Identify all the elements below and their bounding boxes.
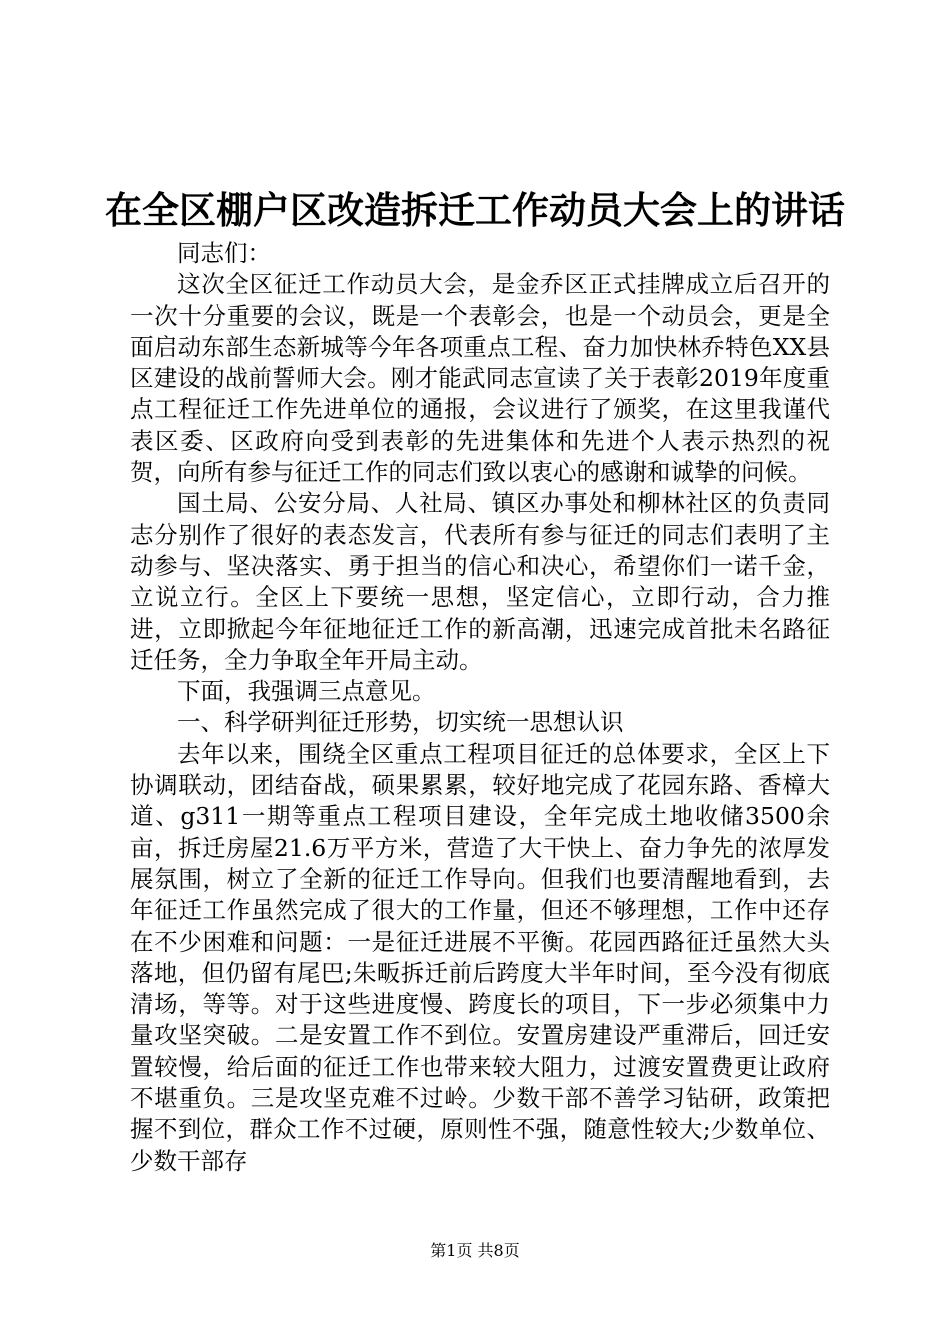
page-footer: 第1页 共8页 [430, 1241, 520, 1260]
paragraph-salutation: 同志们： [177, 239, 271, 267]
paragraph-statements: 国土局、公安分局、人社局、镇区办事处和柳林社区的负责同志分别作了很好的表态发言，代表所有参与征迁的同志们表明了主动参与、坚决落实、勇于担当的信心和决心，希望你们一诺千金，立说立行。全区上下要统一思想，坚定信心，立即行动，合力推进，立即掀起今年征地征迁工作的新高潮，迅速完成首批未名路征迁任务，全力争取全年开局主动。 [130, 489, 830, 674]
document-body [130, 238, 830, 1177]
paragraph-review: 去年以来，围绕全区重点工程项目征迁的总体要求，全区上下协调联动，团结奋战，硕果累累，较好地完成了花园东路、香樟大道、g311一期等重点工程项目建设，全年完成土地收储3500余亩，拆迁房屋21.6万平方米，营造了大干快上、奋力争先的浓厚发展氛围，树立了全新的征迁工作导向。但我们也要清醒地看到，去年征迁工作虽然完成了很大的工作量，但还不够理想，工作中还存在不少困难和问题：一是征迁进展不平衡。花园西路征迁虽然大头落地，但仍留有尾巴;朱畈拆迁前后跨度大半年时间，至今没有彻底清场，等等。对于这些进度慢、跨度长的项目，下一步必须集中力量攻坚突破。二是安置工作不到位。安置房建设严重滞后，回迁安置较慢，给后面的征迁工作也带来较大阻力，过渡安置费更让政府不堪重负。三是攻坚克难不过岭。少数干部不善学习钻研，政策把握不到位，群众工作不过硬，原则性不强，随意性较大;少数单位、少数干部存 [130, 739, 830, 1175]
paragraph-opening: 这次全区征迁工作动员大会，是金乔区正式挂牌成立后召开的一次十分重要的会议，既是一个表彰会，也是一个动员会，更是全面启动东部生态新城等今年各项重点工程、奋力加快林乔特色XX县区建设的战前誓师大会。刚才能武同志宣读了关于表彰2019年度重点工程征迁工作先进单位的通报，会议进行了颁奖，在这里我谨代表区委、区政府向受到表彰的先进集体和先进个人表示热烈的祝贺，向所有参与征迁工作的同志们致以衷心的感谢和诚挚的问候。 [130, 270, 830, 487]
section-heading-1: 一、科学研判征迁形势，切实统一思想认识 [177, 708, 624, 737]
paragraph-three-points: 下面，我强调三点意见。 [177, 677, 436, 706]
document-title: 在全区棚户区改造拆迁工作动员大会上的讲话 [105, 188, 845, 232]
